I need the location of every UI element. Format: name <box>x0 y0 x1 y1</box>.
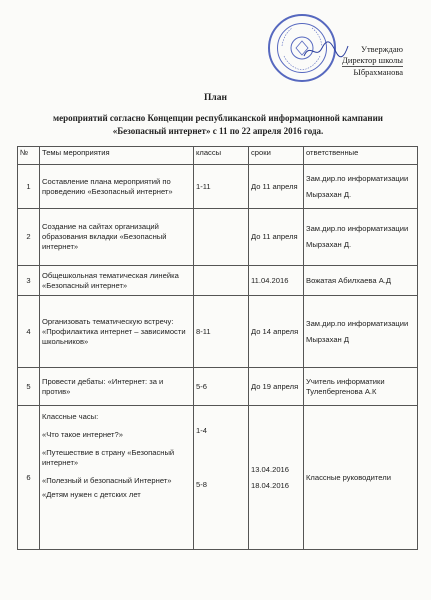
topic-text: Создание на сайтах организаций образования вкладки «Безопасный интернет» <box>42 222 167 251</box>
grades-text: 5-8 <box>196 480 207 489</box>
row-dates <box>249 368 304 406</box>
row-responsible <box>304 266 418 296</box>
responsible-text: Вожатая Абилхаева А.Д <box>306 275 392 285</box>
row-num: 5 <box>18 368 40 406</box>
table-row <box>18 165 418 209</box>
topic-text: «Путешествие в страну «Безопасный интернет» <box>42 448 175 467</box>
topic-text: Классные часы: <box>42 412 99 421</box>
dates-text: 13.04.2016 <box>251 464 290 474</box>
grades-text: 1-11 <box>196 181 211 191</box>
topic-text: Организовать тематическую встречу: «Профилактика интернет – зависимости школьников» <box>42 316 186 346</box>
responsible-text: Зам.дир.по информатизации <box>306 173 409 183</box>
dates-text: До 11 апреля <box>251 232 298 241</box>
row-topic <box>40 406 194 550</box>
row-grades <box>194 406 249 550</box>
dates-text: До 14 апреля <box>251 326 299 336</box>
table-row <box>18 266 418 296</box>
row-grades <box>194 266 249 296</box>
row-responsible <box>304 209 418 266</box>
table-header-row <box>18 147 418 165</box>
header-grades: классы <box>194 147 249 165</box>
approval-position: Директор школы <box>342 55 403 65</box>
topic-text: Составление плана мероприятий по проведению «Безопасный интернет» <box>42 176 173 196</box>
events-table <box>17 146 418 550</box>
topic-text: «Что такое интернет?» <box>42 430 123 439</box>
approval-name: Ыбрахманова <box>353 67 403 77</box>
responsible-text: Мырзахан Д <box>306 334 350 344</box>
dates-text: 18.04.2016 <box>251 480 290 490</box>
grades-text: 8-11 <box>196 326 211 336</box>
header-num: № <box>18 147 40 165</box>
row-grades <box>194 209 249 266</box>
row-responsible <box>304 406 418 550</box>
header-topic: Темы мероприятия <box>40 147 194 165</box>
row-grades <box>194 165 249 209</box>
row-dates <box>249 266 304 296</box>
row-responsible <box>304 296 418 368</box>
table-row <box>18 209 418 266</box>
page-subtitle: мероприятий согласно Концепции республиканской информационной кампании «Безопасный интернет» с 11 по 22 апреля 2016 года. <box>52 113 383 136</box>
row-topic <box>40 209 194 266</box>
topic-text: «Детям нужен с детских лет <box>42 490 141 499</box>
row-num: 2 <box>18 209 40 266</box>
dates-text: До 11 апреля <box>251 181 298 191</box>
table-row <box>18 406 418 550</box>
responsible-text: Мырзахан Д. <box>306 189 352 199</box>
grades-text: 1-4 <box>196 426 207 435</box>
row-dates <box>249 209 304 266</box>
row-num: 6 <box>18 406 40 550</box>
row-topic <box>40 165 194 209</box>
dates-text: До 19 апреля <box>251 381 299 391</box>
approval-block <box>342 44 403 78</box>
dates-text: 11.04.2016 <box>251 275 289 285</box>
responsible-text: Учитель информатики Тулепбергенова А.К <box>306 376 385 396</box>
row-grades <box>194 368 249 406</box>
row-topic <box>40 266 194 296</box>
row-num: 4 <box>18 296 40 368</box>
row-responsible <box>304 368 418 406</box>
grades-text: 5-6 <box>196 381 207 391</box>
row-topic <box>40 296 194 368</box>
topic-text: Провести дебаты: «Интернет: за и против» <box>42 376 164 396</box>
row-responsible <box>304 165 418 209</box>
table-row <box>18 296 418 368</box>
responsible-text: Классные руководители <box>306 472 391 482</box>
row-topic <box>40 368 194 406</box>
row-dates <box>249 165 304 209</box>
row-dates <box>249 406 304 550</box>
approval-line: Утверждаю <box>360 44 403 54</box>
header-dates: сроки <box>249 147 304 165</box>
topic-text: Общешкольная тематическая линейка «Безопасный интернет» <box>42 270 179 290</box>
row-dates <box>249 296 304 368</box>
responsible-text: Зам.дир.по информатизации <box>306 224 409 233</box>
row-num: 1 <box>18 165 40 209</box>
row-grades <box>194 296 249 368</box>
row-num: 3 <box>18 266 40 296</box>
responsible-text: Мырзахан Д. <box>306 240 352 249</box>
header-responsible: ответственные <box>304 147 418 165</box>
topic-text: «Полезный и безопасный Интернет» <box>42 476 172 485</box>
table-row <box>18 368 418 406</box>
page-title: План <box>204 93 227 103</box>
responsible-text: Зам.дир.по информатизации <box>306 318 409 328</box>
